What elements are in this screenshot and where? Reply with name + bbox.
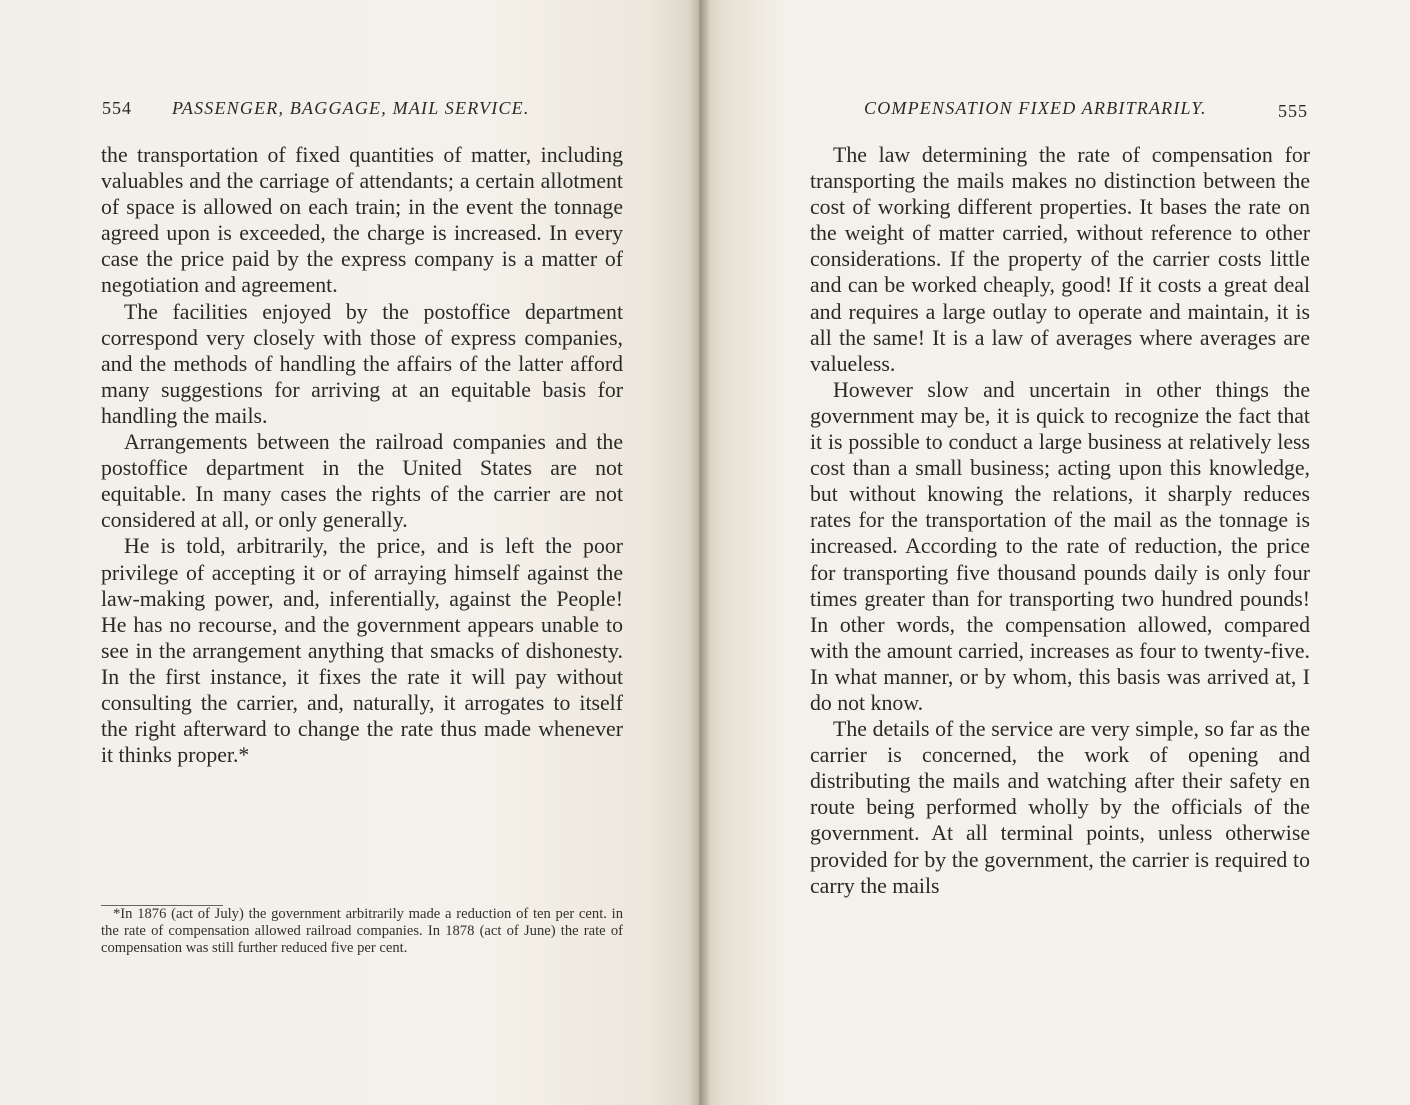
- left-page-body: [101, 142, 623, 768]
- paragraph: He is told, arbitrarily, the price, and is left the poor privilege of accepting it or of arraying himself against the law-making power, and, inferentially, against the People! He has no recourse, and the government appears unable to see in the arrangement anything that smacks of dishonesty. In the first instance, it fixes the rate it will pay without consulting the carrier, and, naturally, it arrogates to itself the right afterward to change the rate thus made whenever it thinks proper.*: [101, 534, 623, 768]
- paragraph: The facilities enjoyed by the postoffice department correspond very closely with those of express companies, and the methods of handling the affairs of the latter afford many suggestions for arriving at an equitable basis for handling the mails.: [101, 299, 623, 428]
- book-gutter: [688, 0, 710, 1105]
- paragraph: The details of the service are very simple, so far as the carrier is concerned, the work of opening and distributing the mails and watching after their safety en route being performed wholly by the officials of the government. At all terminal points, unless otherwise provided for by the government, the carrier is required to carry the mails: [810, 717, 1310, 898]
- footnote: *In 1876 (act of July) the government arbitrarily made a reduction of ten per cent. in the rate of compensation allowed railroad companies. In 1878 (act of June) the rate of compensation was still further reduced five per cent.: [101, 906, 623, 957]
- page-number: 554: [102, 98, 132, 118]
- right-page-body: [810, 142, 1310, 899]
- right-page: [700, 0, 1410, 1105]
- left-page: [0, 0, 700, 1105]
- paragraph: The law determining the rate of compensation for transporting the mails makes no distinction between the cost of working different properties. It bases the rate on the weight of matter carried, without reference to other considerations. If the property of the carrier costs little and can be worked cheaply, good! If it costs a great deal and requires a large outlay to operate and maintain, it is all the same! It is a law of averages where averages are valueless.: [810, 143, 1310, 376]
- page-number: 555: [1278, 101, 1308, 121]
- paragraph: However slow and uncertain in other things the government may be, it is quick to recognize the fact that it is possible to conduct a large business at relatively less cost than a small business; acting upon this knowledge, but without knowing the relations, it sharply reduces rates for the transportation of the mail as the tonnage is increased. According to the rate of reduction, the price for transporting five thousand pounds daily is only four times greater than for transporting two hundred pounds! In other words, the compensation allowed, compared with the amount carried, increases as four to twenty-five. In what manner, or by whom, this basis was arrived at, I do not know.: [810, 377, 1310, 715]
- running-head: COMPENSATION FIXED ARBITRARILY.: [864, 98, 1207, 118]
- running-head: PASSENGER, BAGGAGE, MAIL SERVICE.: [172, 98, 530, 118]
- paragraph: the transportation of fixed quantities of matter, including valuables and the carriage of attendants; a certain allotment of space is allowed on each train; in the event the tonnage agreed upon is exceeded, the charge is increased. In every case the price paid by the express company is a matter of negotiation and agreement.: [101, 143, 623, 298]
- paragraph: Arrangements between the railroad companies and the postoffice department in the United States are not equitable. In many cases the rights of the carrier are not considered at all, or only generally.: [101, 430, 623, 533]
